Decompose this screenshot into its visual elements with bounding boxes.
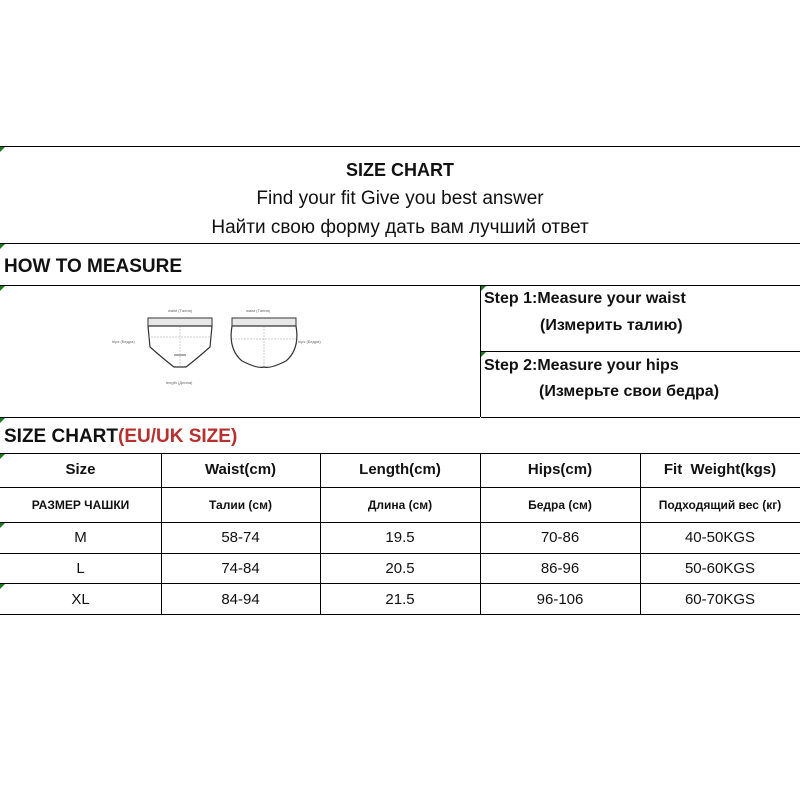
- how-to-measure-title: HOW TO MEASURE: [4, 256, 183, 277]
- cell-size: XL: [71, 591, 90, 608]
- divider: [481, 417, 800, 418]
- size-chart-title-accent: (EU/UK SIZE): [118, 426, 238, 447]
- cell-hips: 96-106: [536, 591, 584, 608]
- cell-waist: 58-74: [221, 529, 260, 546]
- page-title: SIZE CHART: [346, 160, 454, 180]
- divider: [0, 522, 800, 523]
- cell-hips: 70-86: [540, 529, 580, 546]
- column-header-size: Size: [65, 461, 96, 478]
- subheader-size: РАЗМЕР ЧАШКИ: [31, 498, 130, 512]
- cell-length: 19.5: [385, 529, 415, 546]
- diagram-label-waist: waist (Талия): [246, 308, 271, 313]
- measurement-diagram: [110, 305, 360, 390]
- cell-weight: 60-70KGS: [684, 591, 756, 608]
- diagram-label-waist: waist (Талия): [168, 308, 193, 313]
- cell-marker: [0, 523, 5, 528]
- divider: [480, 285, 481, 417]
- divider: [0, 553, 800, 554]
- column-header-waist: Waist(cm): [204, 461, 277, 478]
- column-header-length: Length(cm): [359, 461, 441, 478]
- divider: [0, 417, 480, 418]
- step1-title: Step 1:Measure your waist: [484, 290, 686, 307]
- divider: [0, 146, 800, 147]
- column-header-weight: Fit Weight(kgs): [663, 461, 777, 478]
- diagram-label-length: length (Длина): [166, 380, 193, 385]
- cell-hips: 86-96: [540, 560, 580, 577]
- cell-weight: 40-50KGS: [684, 529, 756, 546]
- cell-marker: [0, 147, 5, 152]
- cell-marker: [0, 418, 5, 423]
- cell-marker: [0, 286, 5, 291]
- divider: [0, 243, 800, 244]
- divider: [0, 285, 800, 286]
- divider: [0, 487, 800, 488]
- step1-subtitle: (Измерить талию): [540, 317, 683, 334]
- cell-marker: [0, 454, 5, 459]
- subheader-length: Длина (см): [367, 498, 433, 512]
- divider: [0, 453, 800, 454]
- cell-marker: [0, 584, 5, 589]
- column-header-hips: Hips(cm): [527, 461, 593, 478]
- diagram-label-hips: hips (Бедра): [112, 339, 135, 344]
- size-chart-title-main: SIZE CHART: [4, 426, 118, 447]
- divider: [481, 351, 800, 352]
- size-chart-title: [4, 426, 237, 448]
- cell-waist: 84-94: [221, 591, 260, 608]
- subheader-hips: Бедра (см): [528, 498, 592, 512]
- cell-size: L: [76, 560, 85, 577]
- subtitle-english: Find your fit Give you best answer: [256, 188, 544, 209]
- cell-size: M: [74, 529, 87, 546]
- cell-length: 20.5: [385, 560, 415, 577]
- subtitle-russian: Найти свою форму дать вам лучший ответ: [211, 217, 589, 238]
- cell-weight: 50-60KGS: [684, 560, 756, 577]
- divider: [0, 583, 800, 584]
- cell-marker: [0, 244, 5, 249]
- briefs-diagram-icon: [110, 305, 360, 390]
- subheader-weight: Подходящий вес (кг): [658, 498, 782, 512]
- cell-length: 21.5: [385, 591, 415, 608]
- cell-waist: 74-84: [221, 560, 260, 577]
- subheader-waist: Талии (см): [209, 498, 272, 512]
- step2-title: Step 2:Measure your hips: [484, 357, 679, 374]
- divider: [0, 614, 800, 615]
- diagram-label-hips: hips (Бедра): [298, 339, 321, 344]
- step2-subtitle: (Измерьте свои бедра): [539, 383, 720, 400]
